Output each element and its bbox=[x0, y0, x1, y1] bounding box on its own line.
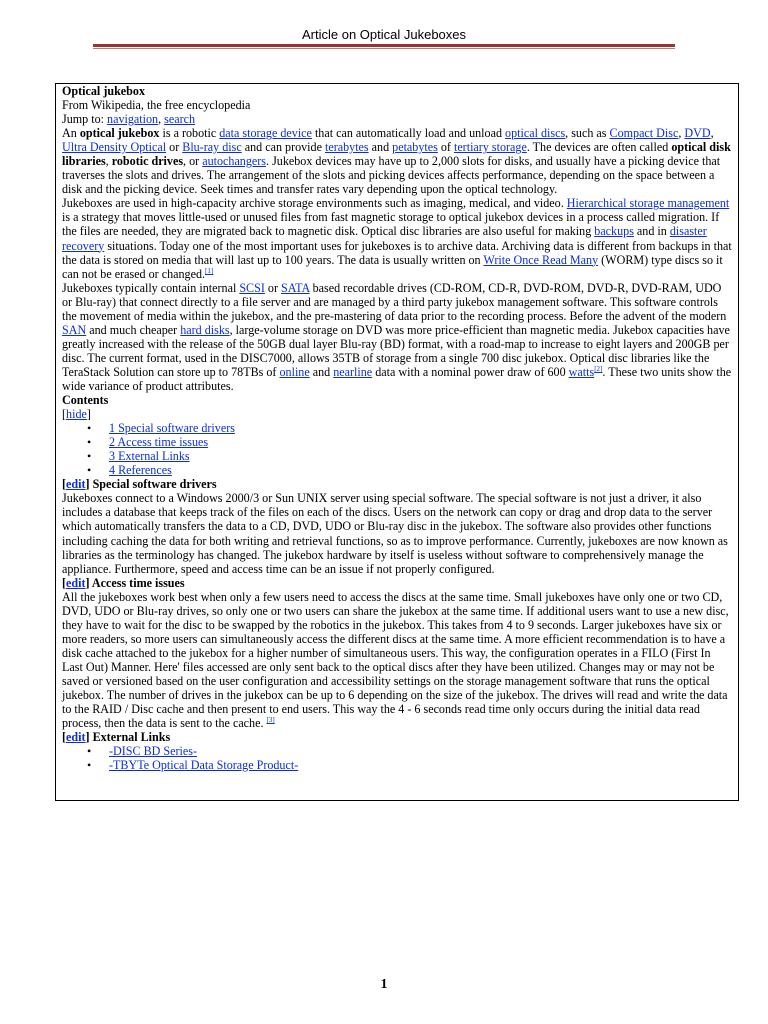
jump-prefix: Jump to: bbox=[62, 112, 108, 127]
section-text-access-time bbox=[62, 590, 732, 730]
drives-paragraph bbox=[62, 281, 732, 393]
link-hard-disks[interactable]: hard disks bbox=[180, 322, 230, 337]
link-tertiary-storage[interactable]: tertiary storage bbox=[453, 140, 527, 155]
link-autochangers[interactable]: autochangers bbox=[202, 154, 267, 169]
link-nearline[interactable]: nearline bbox=[333, 364, 373, 379]
link-terabytes[interactable]: terabytes bbox=[324, 140, 369, 155]
edit-link[interactable]: edit bbox=[66, 477, 86, 492]
section-heading-external-links bbox=[62, 730, 732, 744]
edit-link[interactable]: edit bbox=[66, 575, 86, 590]
uses-paragraph bbox=[62, 196, 732, 280]
article-source: From Wikipedia, the free encyclopedia bbox=[62, 98, 251, 113]
list-item bbox=[62, 758, 732, 772]
link-dvd[interactable]: DVD bbox=[684, 126, 711, 141]
external-links-list bbox=[62, 744, 732, 772]
bracket: [ bbox=[62, 575, 67, 590]
section-text-special-software: Jukeboxes connect to a Windows 2000/3 or Sun UNIX server using special software. The special software is not just a driver, it also includes a database that keeps track of the files on each of the discs. Users on the network can copy or drag and drop data to the server which automatically transfers the data to a CD, DVD, UDO or Blu-ray disc in the jukebox. The software also provides other functions including caching the data for both writing and retrieval functions, so as to improve performance. Currently, jukeboxes are now known as libraries as the terminology has changed. The jukebox hardware by itself is useless without software to comprehensively manage the appliance. Furthermore, speed and access time can be an issue if not properly configured. bbox=[62, 491, 728, 576]
toc-link-access-time-issues[interactable]: 2 Access time issues bbox=[109, 435, 209, 450]
text: and can provide bbox=[241, 140, 325, 155]
toc-item bbox=[62, 449, 732, 463]
toc-hide-toggle bbox=[62, 407, 732, 421]
link-disaster-recovery[interactable]: disaster recovery bbox=[62, 224, 707, 253]
header-divider bbox=[93, 44, 675, 49]
text: Jukeboxes are used in high-capacity archive storage environments such as imaging, medical, and video. bbox=[62, 196, 567, 211]
page-number: 1 bbox=[380, 977, 388, 992]
text: and in bbox=[633, 224, 670, 239]
external-link-disc-bd-series[interactable]: -DISC BD Series- bbox=[109, 744, 198, 759]
bracket: ] bbox=[85, 730, 90, 745]
text: , large-volume storage on DVD was more price-efficient than magnetic media. Jukebox capacities have greatly increased with the release of the 50GB dual layer Blu-ray (BD) format, with a road-map to increase to eight layers and 200GB per disc. The current format, used in the DISC7000, allows 35TB of storage from a single 700 disc jukebox. Optical disc libraries like the TeraStack Solution can store up to 78TBs of bbox=[62, 322, 730, 379]
toc-heading: Contents bbox=[62, 393, 109, 408]
text: and bbox=[309, 364, 334, 379]
bold-term: optical disk libraries bbox=[62, 140, 731, 169]
bracket: ] bbox=[85, 477, 90, 492]
article-box bbox=[55, 83, 739, 801]
link-blu-ray-disc[interactable]: Blu-ray disc bbox=[182, 140, 242, 155]
text: , bbox=[710, 126, 714, 141]
link-online[interactable]: online bbox=[279, 364, 310, 379]
text: . The devices are often called bbox=[526, 140, 672, 155]
text: (WORM) type discs so it can not be erased or changed. bbox=[62, 252, 723, 281]
link-watts[interactable]: watts bbox=[568, 364, 595, 379]
bracket: ] bbox=[86, 407, 91, 422]
link-petabytes[interactable]: petabytes bbox=[392, 140, 438, 155]
text: data with a nominal power draw of 600 bbox=[372, 364, 569, 379]
bold-term: optical jukebox bbox=[79, 126, 160, 141]
bracket: [ bbox=[62, 407, 67, 422]
text: that can automatically load and unload bbox=[311, 126, 506, 141]
toc-link-external-links[interactable]: 3 External Links bbox=[109, 449, 190, 464]
bracket: [ bbox=[62, 477, 67, 492]
toc-item bbox=[62, 463, 732, 477]
section-heading-access-time bbox=[62, 576, 732, 590]
text: , bbox=[105, 154, 112, 169]
reference-link-2[interactable]: [2] bbox=[594, 364, 603, 373]
text: An bbox=[62, 126, 80, 141]
link-san[interactable]: SAN bbox=[62, 322, 87, 337]
link-backups[interactable]: backups bbox=[594, 224, 634, 239]
link-data-storage-device[interactable]: data storage device bbox=[219, 126, 312, 141]
jump-separator: , bbox=[158, 112, 165, 127]
text: is a robotic bbox=[159, 126, 220, 141]
toc-link-special-software-drivers[interactable]: 1 Special software drivers bbox=[109, 421, 235, 436]
jump-to-line bbox=[62, 112, 732, 126]
link-write-once-read-many[interactable]: Write Once Read Many bbox=[483, 252, 599, 267]
text: and bbox=[368, 140, 393, 155]
section-title: Special software drivers bbox=[89, 477, 217, 492]
text: based recordable drives (CD-ROM, CD-R, DVD-ROM, DVD-R, DVD-RAM, UDO or Blu-ray) that connect directly to a file server and are managed by a third party jukebox management software. This software controls the movement of media within the jukebox, and the pre-mastering of data prior to the recording process. Before the advent of the modern bbox=[62, 280, 727, 323]
link-scsi[interactable]: SCSI bbox=[239, 280, 265, 295]
text: All the jukeboxes work best when only a few users need to access the discs at the same time. Small jukeboxes have only one or two CD, DVD, UDO or Blu-ray drives, so only one or two users can share the jukebox at the same time. If additional users want to use a new disc, they have to wait for the disc to be swapped by the robotics in the jukebox. This takes from 4 to 9 seconds. Larger jukeboxes have six or more readers, so more users can simultaneously access the different discs at the same time. A more efficient recommendation is to have a disk cache attached to the jukebox for a higher number of simultaneous users. This way, the configuration operates in a FILO (First In Last Out) Manner. Here' files accessed are only sent back to the optical discs after they have been utilized. Changes may or may not be saved or versioned based on the user configuration and accessibility settings on the storage management software that runs the optical jukebox. The number of drives in the jukebox can be up to 6 depending on the size of the jukebox. The drives will read and write the data to the RAID / Disc cache and then present to end users. This way the 4 - 6 seconds read time only occurs during the initial data read process, then the data is sent to the cache. bbox=[62, 589, 729, 731]
text: . These two units show the wide variance of product attributes. bbox=[62, 364, 732, 393]
intro-paragraph bbox=[62, 126, 732, 196]
link-sata[interactable]: SATA bbox=[281, 280, 310, 295]
section-title: Access time issues bbox=[89, 575, 185, 590]
text: and much cheaper bbox=[86, 322, 181, 337]
link-optical-discs[interactable]: optical discs bbox=[505, 126, 566, 141]
toc-item bbox=[62, 421, 732, 435]
text: , or bbox=[183, 154, 203, 169]
link-compact-disc[interactable]: Compact Disc bbox=[609, 126, 679, 141]
navigation-link[interactable]: navigation bbox=[107, 112, 159, 127]
text: situations. Today one of the most important uses for jukeboxes is to archive data. Archiving data is different from backups in that the data is stored on media that will last up to 100 years. The data is usually written on bbox=[62, 238, 732, 267]
list-item bbox=[62, 744, 732, 758]
toc-list bbox=[62, 421, 732, 477]
reference-link-3[interactable]: [3] bbox=[266, 716, 275, 725]
toc-link-references[interactable]: 4 References bbox=[109, 463, 172, 478]
link-ultra-density-optical[interactable]: Ultra Density Optical bbox=[62, 140, 167, 155]
external-link-tbyte-product[interactable]: -TBYTe Optical Data Storage Product- bbox=[109, 758, 299, 773]
text: Jukeboxes typically contain internal bbox=[62, 280, 240, 295]
text: is a strategy that moves little-used or unused files from fast magnetic storage to optical jukebox devices in a process called migration. If the files are needed, they are migrated back to magnetic disk. Optical disc libraries are also useful for making bbox=[62, 210, 720, 239]
text: , such as bbox=[565, 126, 610, 141]
text: , bbox=[678, 126, 685, 141]
bracket: [ bbox=[62, 730, 67, 745]
text: of bbox=[437, 140, 454, 155]
bracket: ] bbox=[85, 575, 90, 590]
link-hierarchical-storage-management[interactable]: Hierarchical storage management bbox=[566, 196, 730, 211]
article-title: Optical jukebox bbox=[62, 84, 145, 98]
edit-link[interactable]: edit bbox=[66, 730, 86, 745]
section-title: External Links bbox=[89, 730, 171, 745]
toc-item bbox=[62, 435, 732, 449]
toc-hide-link[interactable]: hide bbox=[66, 407, 87, 422]
reference-link-1[interactable]: [1] bbox=[205, 266, 214, 275]
section-heading-special-software bbox=[62, 477, 732, 491]
text: . Jukebox devices may have up to 2,000 slots for disks, and usually have a picking device that traverses the slots and drives. The arrangement of the slots and picking devices affects performance, depending on the space between a disk and the picking device. Seek times and transfer rates vary depending upon the optical technology. bbox=[62, 154, 721, 197]
search-link[interactable]: search bbox=[164, 112, 196, 127]
text: or bbox=[264, 280, 281, 295]
page-header-title: Article on Optical Jukeboxes bbox=[301, 27, 467, 42]
text: or bbox=[166, 140, 183, 155]
bold-term: robotic drives bbox=[111, 154, 184, 169]
